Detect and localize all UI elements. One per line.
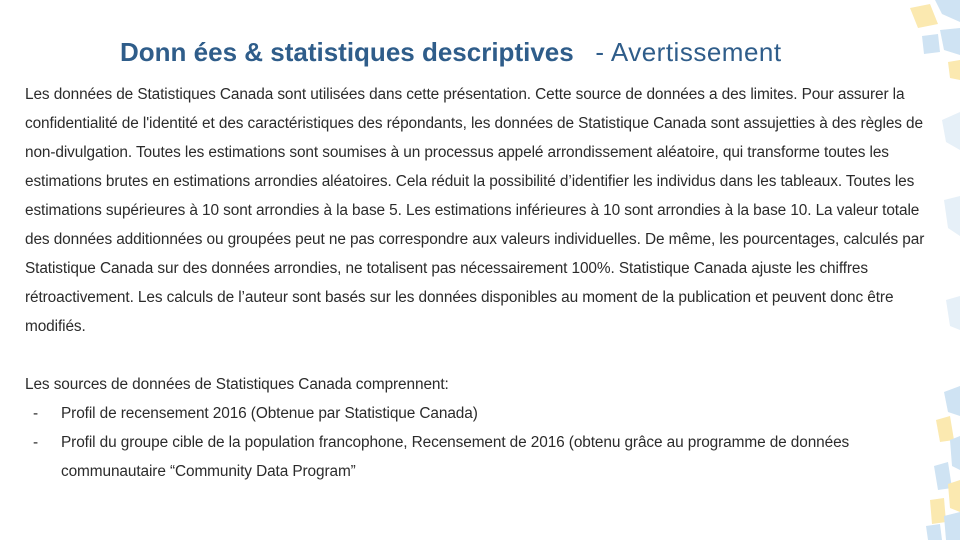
slide-body [25,80,937,486]
title-suffix: - Avertissement [595,37,782,67]
source-item [25,399,937,428]
disclaimer-paragraph: Les données de Statistiques Canada sont utilisées dans cette présentation. Cette source de données a des limites. Pour assurer la confidentialité de l'identité et des caractéristiques des répondants, les données de Statistique Canada sont assujetties à des règles de non-divulgation. Toutes les estimations sont soumises à un processus appelé arrondissement aléatoire, qui transforme toutes les estimations brutes en estimations arrondies aléatoires. Cela réduit la possibilité d’identifier les individus dans les tableaux. Toutes les estimations supérieures à 10 sont arrondies à la base 5. Les estimations inférieures à 10 sont arrondies à la base 10. La valeur totale des données additionnées ou groupées peut ne pas correspondre aux valeurs individuelles. De même, les pourcentages, calculés par Statistique Canada sur des données arrondies, ne totalisent pas nécessairement 100%. Statistique Canada ajuste les chiffres rétroactivement. Les calculs de l’auteur sont basés sur les données disponibles au moment de la publication et peuvent donc être modifiés. [25,86,925,335]
spacer [25,341,937,370]
slide-title [120,34,880,70]
title-main: Donn ées & statistiques descriptives [120,37,574,67]
source-item-text: Profil de recensement 2016 (Obtenue par Statistique Canada) [61,405,478,422]
bullet-dash: - [33,434,39,451]
source-item-text: Profil du groupe cible de la population francophone, Recensement de 2016 (obtenu grâce au programme de données communautaire “Community Data Program” [61,434,850,480]
bullet-dash: - [33,405,39,422]
sources-intro: Les sources de données de Statistiques Canada comprennent: [25,376,449,393]
source-item [25,428,937,486]
